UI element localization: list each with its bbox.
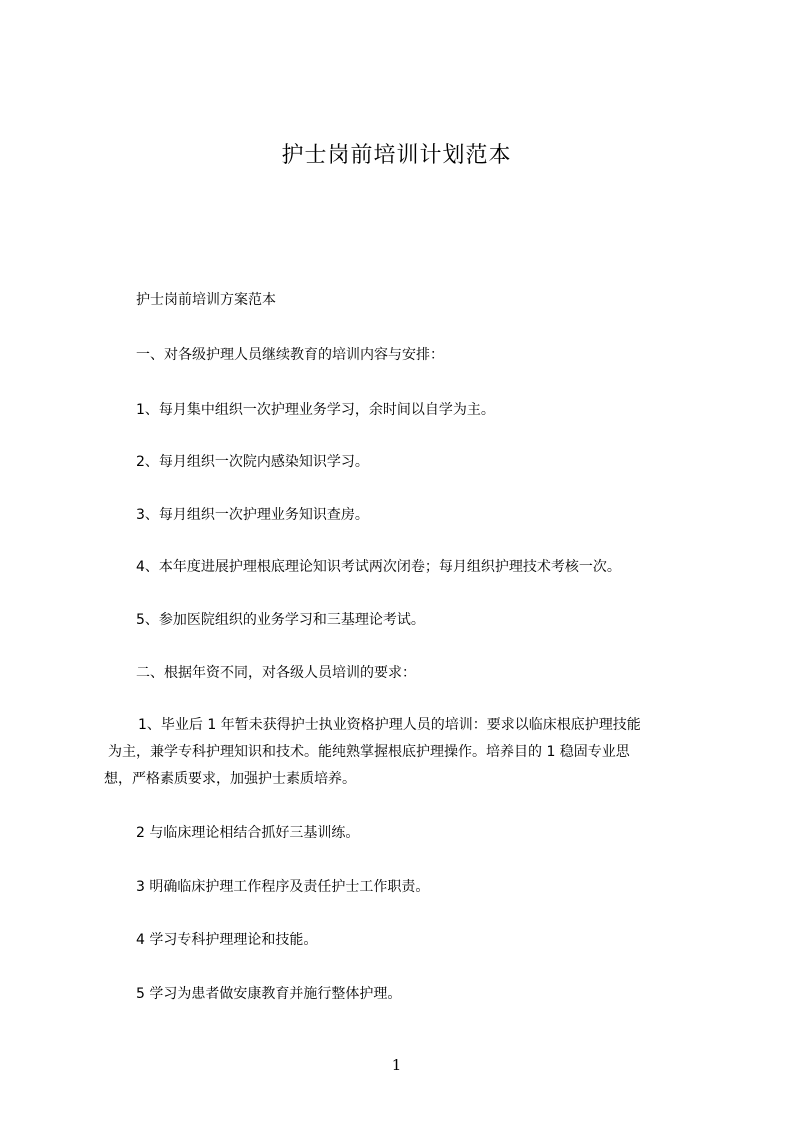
paragraph-line: 想，严格素质要求，加强护士素质培养。 (104, 771, 356, 787)
list-item: 3、每月组织一次护理业务知识查房。 (136, 507, 369, 523)
paragraph-line: 1、毕业后 1 年暂未获得护士执业资格护理人员的培训：要求以临床根底护理技能 (138, 717, 641, 733)
list-item: 2 与临床理论相结合抓好三基训练。 (136, 825, 360, 841)
paragraph-intro: 护士岗前培训方案范本 (136, 292, 276, 308)
list-item: 2、每月组织一次院内感染知识学习。 (136, 454, 369, 470)
section-heading-2: 二、根据年资不同，对各级人员培训的要求： (136, 665, 416, 681)
document-title: 护士岗前培训计划范本 (281, 143, 512, 168)
page-number: 1 (391, 1056, 402, 1074)
paragraph-line: 为主，兼学专科护理知识和技术。能纯熟掌握根底护理操作。培养目的 1 稳固专业思 (108, 744, 630, 760)
list-item: 4、本年度进展护理根底理论知识考试两次闭卷；每月组织护理技术考核一次。 (136, 559, 621, 575)
list-item: 5、参加医院组织的业务学习和三基理论考试。 (136, 612, 425, 628)
list-item: 5 学习为患者做安康教育并施行整体护理。 (136, 986, 402, 1002)
list-item: 4 学习专科护理理论和技能。 (136, 932, 318, 948)
section-heading-1: 一、对各级护理人员继续教育的培训内容与安排： (136, 347, 444, 363)
list-item: 3 明确临床护理工作程序及责任护士工作职责。 (136, 879, 430, 895)
wrapped-paragraph (104, 712, 724, 793)
list-item: 1、每月集中组织一次护理业务学习，余时间以自学为主。 (136, 402, 495, 418)
